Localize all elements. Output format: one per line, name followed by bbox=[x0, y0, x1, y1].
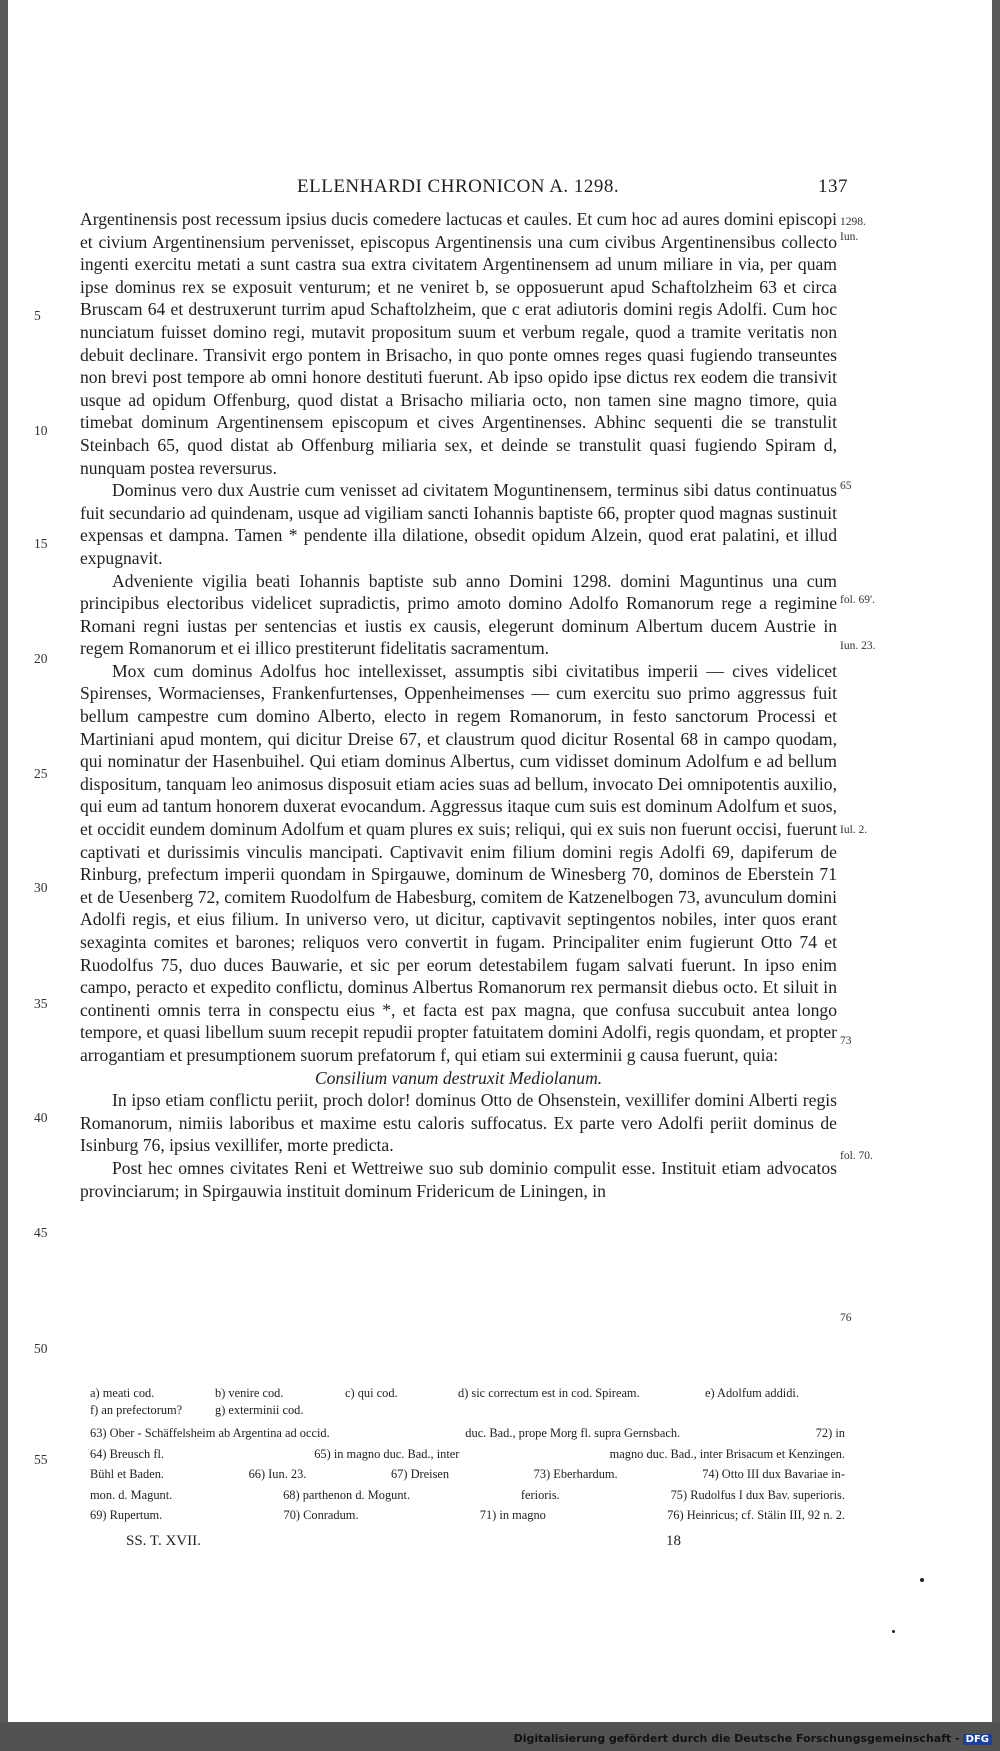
critical-note: g) exterminii cod. bbox=[215, 1403, 304, 1417]
margin-note: Iun. bbox=[840, 231, 859, 243]
commentary-item: 73) Eberhardum. bbox=[533, 1467, 618, 1481]
commentary-notes bbox=[90, 1423, 845, 1526]
critical-note: d) sic correctum est in cod. Spiream. bbox=[458, 1386, 640, 1400]
margin-note: 76 bbox=[840, 1312, 852, 1324]
credit-text: Digitalisierung gefördert durch die Deutsche Forschungsgemeinschaft - bbox=[513, 1732, 960, 1745]
paragraph: Argentinensis post recessum ipsius ducis comedere lactucas et caules. Et cum hoc ad aures domini episcopi et civium Argentinensium pervenisset, episcopus Argentinensis una cum civibus Argentinensibus collecto ingenti exercitu metati a sunt castra sua extra civitatem Argentinensem ad unum miliare in via, per quam ipse dominus rex se exposuit venturum; et ne veniret b, se opposuerunt apud Schaftolzheim 63 et circa Bruscam 64 et destruxerunt turrim apud Schaftolzheim, que c erat adiutoris domini regis Adolfi. Cum hoc nunciatum fuisset domino regi, mutavit propositum suum et verbum regale, quod a tramite veritatis non debuit declinare. Transivit ergo pontem in Brisacho, in quo ponte omnes reges quasi fugiendo transeuntes non brevi post tempore ab omni honore destituti fuerunt. Ab ipso opido ipse dictus rex eodem die transivit usque ad opidum Offenburg, quod distat a Brisacho miliaria octo, non tamen sine magno timore, quia timebat dominum Argentinensem episcopum et cives Argentinenses. Abhinc sequenti die se transtulit Steinbach 65, quod distat ab Offenburg miliaria sex, et deinde se transtulit quasi fugiendo Spiram d, nunquam postea reversurus. bbox=[80, 209, 837, 478]
commentary-line bbox=[90, 1464, 845, 1485]
margin-note: 73 bbox=[840, 1035, 852, 1047]
line-number: 20 bbox=[34, 651, 48, 666]
line-number: 25 bbox=[34, 766, 48, 781]
paragraph: In ipso etiam conflictu periit, proch dolor! dominus Otto de Ohsenstein, vexillifer domini Alberti regis Romanorum, nimiis laboribus et maxime estu caloris suffocatus. Ex parte vero Adolfi periit dominus de Isinburg 76, ipsius vexillifer, morte predicta. bbox=[80, 1090, 837, 1156]
margin-note: fol. 70. bbox=[840, 1150, 873, 1162]
chronicle-text bbox=[80, 208, 837, 1202]
commentary-item: Bühl et Baden. bbox=[90, 1467, 164, 1481]
commentary-item: 76) Heinricus; cf. Stälin III, 92 n. 2. bbox=[667, 1508, 845, 1522]
commentary-item: duc. Bad., prope Morg fl. supra Gernsbach. bbox=[465, 1426, 681, 1440]
volume-signature: SS. T. XVII. bbox=[126, 1533, 201, 1549]
critical-notes-row bbox=[90, 1402, 845, 1419]
critical-note: e) Adolfum addidi. bbox=[705, 1386, 799, 1400]
paragraph: Dominus vero dux Austrie cum venisset ad civitatem Moguntinensem, terminus sibi datus continuatus fuit secundario ad quindenam, usque ad vigiliam sancti Iohannis baptiste 66, propter quod magnas sustinuit expensas et dampna. Tamen * pendente illa dilatione, obsedit opidum Alzein, quod erat palatini, et illud expugnavit. bbox=[80, 480, 837, 568]
commentary-line bbox=[90, 1505, 845, 1526]
scan-speck bbox=[892, 1630, 895, 1633]
commentary-item: 71) in magno bbox=[479, 1508, 546, 1522]
dfg-logo: DFG bbox=[963, 1734, 992, 1745]
quire-number: 18 bbox=[666, 1533, 681, 1549]
paragraph: Post hec omnes civitates Reni et Wettreiwe suo sub dominio compulit esse. Instituit etiam advocatos provinciarum; in Spirgauwia instituit dominum Fridericum de Liningen, in bbox=[80, 1157, 837, 1201]
line-number: 10 bbox=[34, 423, 48, 438]
critical-note: c) qui cod. bbox=[345, 1386, 398, 1400]
verse-quotation: Consilium vanum destruxit Mediolanum. bbox=[314, 1067, 603, 1088]
margin-note: fol. 69'. bbox=[840, 594, 875, 606]
line-number: 30 bbox=[34, 880, 48, 895]
line-number: 40 bbox=[34, 1110, 48, 1125]
commentary-line bbox=[90, 1485, 845, 1506]
margin-note: 65 bbox=[840, 480, 852, 492]
paragraph: Mox cum dominus Adolfus hoc intellexisset, assumptis sibi civitatibus imperii — cives videlicet Spirenses, Wormacienses, Frankenfurtenses, Oppenheimenses — cum exercitu suo primo aggressus fuit bellum campestre cum domino Alberto, electo in regem Romanorum, in festo sanctorum Processi et Martiniani apud montem, qui dicitur Dreise 67, et claustrum quod dicitur Rosental 68 in campo quodam, qui nominatur der Hasenbuihel. Qui etiam dominus Albertus, cum vidisset dominum Adolfum e ad bellum dispositum, tanquam leo animosus disposuit etiam acies suas ad bellum, invocato Dei omnipotentis auxilio, qui eum ad tantum honorem duxerat evocandum. Aggressus itaque cum suis est dominum Adolfum et suos, et occidit eundem dominum Adolfum et quam plures ex suis; reliqui, qui ex suis non fuerunt occisi, fuerunt captivati et durissimis vinculis mancipati. Captivavit enim filium domini regis Adolfi 69, dapiferum de Rinburg, prefectum imperii quondam in Spirgauwe, dominum de Winesberg 70, dominos de Eberstein 71 et de Uesenberg 72, comitem Ruodolfum de Habesburg, comitem de Katzenelbogen 73, avunculum domini Adolfi regis, et eius filium. In universo vero, ut dicitur, captivavit septingentos nobiles, inter quos erant sexaginta comites et barones; reliquos vero convertit in fugam. Principaliter enim fugierunt Otto 74 et Ruodolfus 75, duo duces Bauwarie, et sic per eorum detestabilem fugam salvati fuerunt. In ipso enim campo, peracto et expedito conflictu, dominus Albertus Romanorum rex permansit diebus octo. Et siluit in continenti omnis terra in conspectu eius *, et facta est pax magna, que confusa succubuit antea longo tempore, et quasi libellum suum recepit repudii propter fatuitatem domini Adolfi, regis quondam, et propter arrogantiam et presumptionem suorum prefatorum f, qui etiam sui exterminii g causa fuerunt, quia: bbox=[80, 660, 837, 1065]
critical-note: a) meati cod. bbox=[90, 1386, 155, 1400]
margin-note: Iul. 2. bbox=[840, 824, 868, 836]
document-sheet bbox=[8, 0, 992, 1722]
commentary-item: 67) Dreisen bbox=[390, 1467, 450, 1481]
commentary-item: 72) in bbox=[815, 1426, 845, 1440]
commentary-item: 65) in magno duc. Bad., inter bbox=[314, 1446, 460, 1461]
commentary-item: mon. d. Magunt. bbox=[90, 1487, 173, 1502]
margin-note: 1298. bbox=[840, 216, 866, 228]
margin-note: Iun. 23. bbox=[840, 640, 876, 652]
scan-speck bbox=[920, 1578, 924, 1582]
commentary-item: 68) parthenon d. Mogunt. bbox=[283, 1487, 411, 1502]
commentary-item: ferioris. bbox=[520, 1487, 560, 1502]
page-number: 137 bbox=[818, 176, 848, 197]
line-number: 50 bbox=[34, 1341, 48, 1356]
line-number: 55 bbox=[34, 1452, 48, 1467]
commentary-item: 64) Breusch fl. bbox=[90, 1446, 164, 1461]
commentary-item: 75) Rudolfus I dux Bav. superioris. bbox=[670, 1487, 845, 1502]
commentary-item: 74) Otto III dux Bavariae in- bbox=[702, 1467, 845, 1481]
commentary-item: 66) Iun. 23. bbox=[248, 1467, 307, 1481]
line-number: 15 bbox=[34, 536, 48, 551]
commentary-line bbox=[90, 1423, 845, 1444]
line-number: 35 bbox=[34, 996, 48, 1011]
commentary-item: 63) Ober - Schäffelsheim ab Argentina ad occid. bbox=[90, 1426, 330, 1440]
running-title: ELLENHARDI CHRONICON A. 1298. bbox=[297, 176, 620, 197]
digitization-credit bbox=[514, 1732, 992, 1745]
paragraph: Adveniente vigilia beati Iohannis baptiste sub anno Domini 1298. domini Maguntinus una cum principibus electoribus videlicet supradictis, primo amoto domino Adolfo Romanorum rege a regimine Romani regni iustas per sentencias et iustis ex causis, elegerunt dominum Albertum ducem Austrie in regem Romanorum et ei illico prestiterunt fidelitatis sacramentum. bbox=[80, 570, 837, 659]
critical-note: f) an prefectorum? bbox=[90, 1403, 183, 1417]
line-number: 45 bbox=[34, 1225, 48, 1240]
critical-note: b) venire cod. bbox=[215, 1386, 284, 1400]
critical-notes-row bbox=[90, 1385, 845, 1402]
commentary-item: magno duc. Bad., inter Brisacum et Kenzingen. bbox=[609, 1446, 845, 1461]
commentary-line bbox=[90, 1444, 845, 1465]
commentary-item: 69) Rupertum. bbox=[90, 1508, 163, 1522]
line-number: 5 bbox=[34, 308, 41, 323]
critical-apparatus bbox=[90, 1385, 845, 1419]
commentary-item: 70) Conradum. bbox=[283, 1508, 359, 1522]
